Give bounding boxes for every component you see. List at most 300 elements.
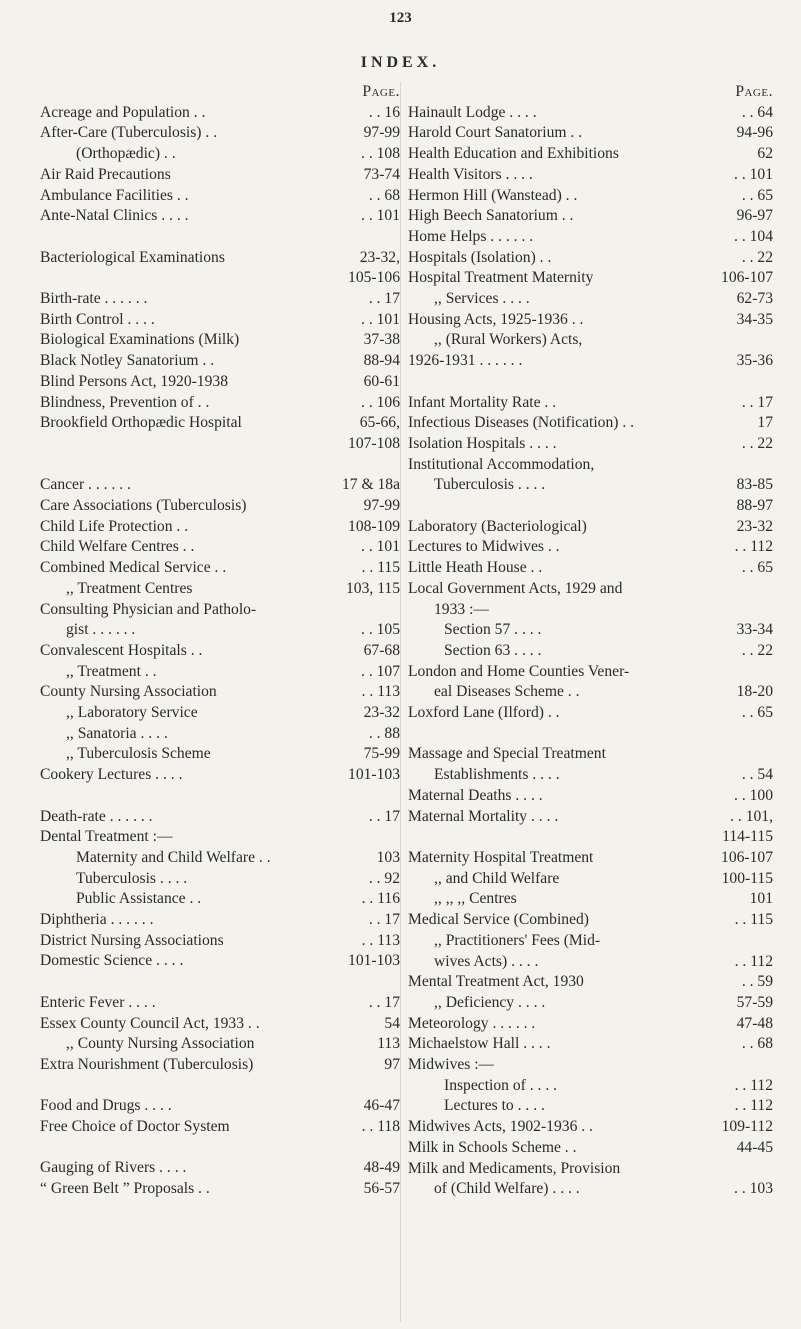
index-entry <box>40 807 400 828</box>
entry-pages: 107-108 <box>348 434 400 452</box>
entry-term: Birth Control . . . . <box>40 310 155 328</box>
left-index-column <box>40 82 400 1200</box>
entry-pages: 103, 115 <box>346 579 400 597</box>
entry-term: Infectious Diseases (Notification) . . <box>408 414 635 432</box>
entry-term: Maternal Mortality . . . . <box>408 807 559 825</box>
entry-term: Health Education and Exhibitions <box>408 145 619 163</box>
entry-term: ,, County Nursing Association <box>66 1035 255 1053</box>
entry-term: County Nursing Association <box>40 683 217 701</box>
index-entry <box>40 951 400 972</box>
entry-pages: . . 101 <box>361 538 400 556</box>
entry-term: Laboratory (Bacteriological) <box>408 517 587 535</box>
entry-pages: . . 115 <box>361 559 400 577</box>
entry-pages: 109-112 <box>721 1118 773 1136</box>
entry-pages: 48-49 <box>363 1159 400 1177</box>
entry-pages <box>769 1055 773 1076</box>
entry-pages: 88-94 <box>363 352 400 370</box>
entry-term: ,, Practitioners' Fees (Mid- <box>434 931 601 949</box>
entry-pages <box>769 931 773 952</box>
entry-term: Milk and Medicaments, Provision <box>408 1159 621 1177</box>
index-entry <box>40 682 400 703</box>
index-entry <box>408 682 773 703</box>
index-entry <box>40 579 400 600</box>
index-entry <box>40 1096 400 1117</box>
entry-pages: 33-34 <box>736 621 773 639</box>
entry-term: Infant Mortality Rate . . <box>408 393 557 411</box>
entry-pages: . . 17 <box>368 290 400 308</box>
entry-pages: 57-59 <box>736 993 773 1011</box>
index-entry <box>40 931 400 952</box>
entry-term: Cookery Lectures . . . . <box>40 766 183 784</box>
entry-term: of (Child Welfare) . . . . <box>434 1180 580 1198</box>
entry-term: Maternal Deaths . . . . <box>408 786 543 804</box>
entry-term: Lectures to . . . . <box>444 1097 545 1115</box>
index-entry <box>40 103 400 124</box>
index-entry <box>408 186 773 207</box>
entry-term: Enteric Fever . . . . <box>40 993 156 1011</box>
entry-pages: 103 <box>376 848 400 866</box>
entry-pages <box>769 1159 773 1180</box>
entry-term: Blind Persons Act, 1920-1938 <box>40 372 228 390</box>
index-entry <box>40 393 400 414</box>
index-entry <box>40 289 400 310</box>
entry-pages: 23-32 <box>363 704 400 722</box>
entry-pages: . . 113 <box>361 931 400 949</box>
entry-pages: 106-107 <box>721 848 773 866</box>
entry-pages: . . 68 <box>741 1035 773 1053</box>
index-entry <box>40 703 400 724</box>
entry-term: Hospitals (Isolation) . . <box>408 248 552 266</box>
entry-pages: . . 64 <box>741 103 773 121</box>
entry-term: Blindness, Prevention of . . <box>40 393 210 411</box>
index-entry <box>408 765 773 786</box>
entry-term: Essex County Council Act, 1933 . . <box>40 1014 260 1032</box>
entry-pages: 56-57 <box>363 1180 400 1198</box>
entry-pages: 23-32 <box>736 517 773 535</box>
entry-term: (Orthopædic) . . <box>76 145 176 163</box>
index-entry <box>408 620 773 641</box>
index-entry <box>408 165 773 186</box>
entry-pages: 101 <box>749 890 773 908</box>
index-entry <box>40 662 400 683</box>
entry-pages: . . 88 <box>368 724 400 742</box>
entry-pages: 108-109 <box>348 517 400 535</box>
entry-pages: . . 54 <box>741 766 773 784</box>
index-entry <box>40 496 400 517</box>
index-entry <box>408 869 773 890</box>
entry-term: Convalescent Hospitals . . <box>40 641 203 659</box>
entry-term: After-Care (Tuberculosis) . . <box>40 124 218 142</box>
entry-term: ,, ,, ,, Centres <box>434 890 517 908</box>
entry-pages: . . 100 <box>734 786 773 804</box>
entry-term: 1926-1931 . . . . . . <box>408 352 523 370</box>
left-page-header: Page. <box>362 83 400 100</box>
entry-pages: . . 108 <box>361 145 400 163</box>
entry-term: 1933 :— <box>434 600 490 618</box>
entry-term: Maternity Hospital Treatment <box>408 848 594 866</box>
entry-term: Mental Treatment Act, 1930 <box>408 973 584 991</box>
index-entry <box>408 848 773 869</box>
entry-pages: 65-66, <box>359 414 400 432</box>
index-entry <box>40 206 400 227</box>
index-entry <box>408 393 773 414</box>
index-entry <box>408 413 773 434</box>
entry-pages: . . 101, <box>730 807 773 825</box>
entry-term: Biological Examinations (Milk) <box>40 331 240 349</box>
index-entry <box>40 869 400 890</box>
entry-pages: . . 112 <box>734 538 773 556</box>
entry-pages: . . 107 <box>361 662 400 680</box>
index-entry <box>40 310 400 331</box>
entry-term: wives Acts) . . . . <box>434 952 539 970</box>
index-entry <box>408 1076 773 1097</box>
index-entry <box>40 372 400 393</box>
entry-spacer <box>40 1076 400 1097</box>
entry-pages: 54 <box>384 1014 400 1032</box>
entry-pages <box>769 455 773 476</box>
entry-spacer <box>40 455 400 476</box>
entry-pages <box>396 827 400 848</box>
index-entry <box>408 641 773 662</box>
entry-pages <box>769 600 773 621</box>
entry-pages: 23-32, <box>359 248 400 266</box>
entry-pages: . . 113 <box>361 683 400 701</box>
entry-pages: 34-35 <box>736 310 773 328</box>
index-entry <box>408 351 773 372</box>
entry-pages: 83-85 <box>736 476 773 494</box>
index-entry <box>40 144 400 165</box>
entry-spacer <box>40 227 400 248</box>
index-entry <box>408 144 773 165</box>
index-entry <box>40 827 400 848</box>
index-entry <box>408 662 773 683</box>
index-entry <box>40 600 400 621</box>
entry-pages: . . 115 <box>734 911 773 929</box>
entry-term: Ambulance Facilities . . <box>40 186 189 204</box>
entry-term: Loxford Lane (Ilford) . . <box>408 704 560 722</box>
entry-pages: . . 112 <box>734 1076 773 1094</box>
entry-pages: . . 101 <box>361 310 400 328</box>
entry-term: Inspection of . . . . <box>444 1076 558 1094</box>
index-entry <box>40 1034 400 1055</box>
index-entry <box>40 186 400 207</box>
index-entry <box>408 310 773 331</box>
entry-term: Midwives Acts, 1902-1936 . . <box>408 1118 593 1136</box>
entry-term: Tuberculosis . . . . <box>76 869 188 887</box>
entry-term: Child Life Protection . . <box>40 517 189 535</box>
index-entry <box>40 744 400 765</box>
entry-term: Air Raid Precautions <box>40 165 171 183</box>
entry-pages: 37-38 <box>363 331 400 349</box>
entry-term: Lectures to Midwives . . <box>408 538 560 556</box>
index-entry <box>408 1096 773 1117</box>
index-entry <box>408 123 773 144</box>
index-entry <box>408 910 773 931</box>
entry-term: Medical Service (Combined) <box>408 911 590 929</box>
index-entry <box>40 558 400 579</box>
index-entry <box>40 1014 400 1035</box>
entry-pages: 113 <box>377 1035 400 1053</box>
index-entry <box>408 517 773 538</box>
entry-pages: . . 112 <box>734 952 773 970</box>
entry-term: Birth-rate . . . . . . <box>40 290 148 308</box>
index-entry <box>408 227 773 248</box>
entry-term: Home Helps . . . . . . <box>408 227 534 245</box>
entry-pages: 114-115 <box>722 828 773 846</box>
entry-pages: 35-36 <box>736 352 773 370</box>
entry-term: High Beech Sanatorium . . <box>408 207 574 225</box>
entry-term: ,, and Child Welfare <box>434 869 560 887</box>
entry-term: Maternity and Child Welfare . . <box>76 848 271 866</box>
entry-pages: . . 22 <box>741 434 773 452</box>
index-entry <box>40 268 400 289</box>
entry-term: Extra Nourishment (Tuberculosis) <box>40 1055 254 1073</box>
entry-term: Health Visitors . . . . <box>408 165 533 183</box>
index-entry <box>40 517 400 538</box>
entry-term: Diphtheria . . . . . . <box>40 911 154 929</box>
entry-spacer <box>40 786 400 807</box>
index-entry <box>408 786 773 807</box>
entry-pages: 46-47 <box>363 1097 400 1115</box>
entry-pages: 97-99 <box>363 124 400 142</box>
entry-pages: . . 59 <box>741 973 773 991</box>
index-entry <box>408 1014 773 1035</box>
index-entry <box>408 206 773 227</box>
entry-pages: 62 <box>757 145 773 163</box>
index-entry <box>408 1034 773 1055</box>
index-entry <box>40 351 400 372</box>
entry-term: Midwives :— <box>408 1056 495 1074</box>
index-entry <box>408 703 773 724</box>
index-entry <box>408 475 773 496</box>
entry-term: ,, Laboratory Service <box>66 704 198 722</box>
entry-term: Establishments . . . . <box>434 766 560 784</box>
index-entry <box>40 1158 400 1179</box>
entry-term: Bacteriological Examinations <box>40 248 225 266</box>
index-entry <box>408 496 773 517</box>
index-entry <box>408 289 773 310</box>
entry-pages: . . 116 <box>361 890 400 908</box>
entry-pages: . . 105 <box>361 621 400 639</box>
entry-pages: 97-99 <box>363 497 400 515</box>
entry-term: ,, Sanatoria . . . . <box>66 724 168 742</box>
index-entry <box>40 123 400 144</box>
index-entry <box>40 537 400 558</box>
entry-term: Michaelstow Hall . . . . <box>408 1035 551 1053</box>
entry-pages: 60-61 <box>363 372 400 390</box>
entry-pages: . . 17 <box>368 911 400 929</box>
index-entry <box>40 848 400 869</box>
index-entry <box>408 248 773 269</box>
entry-pages: . . 17 <box>368 807 400 825</box>
entry-pages: 62-73 <box>736 290 773 308</box>
entry-pages: . . 112 <box>734 1097 773 1115</box>
entry-term: gist . . . . . . <box>66 621 136 639</box>
entry-term: Food and Drugs . . . . <box>40 1097 172 1115</box>
entry-term: Section 63 . . . . <box>444 641 542 659</box>
index-entry <box>408 268 773 289</box>
index-entry <box>408 972 773 993</box>
index-entry <box>408 993 773 1014</box>
entry-term: District Nursing Associations <box>40 931 224 949</box>
entry-term: Public Assistance . . <box>76 890 202 908</box>
entry-pages: . . 16 <box>368 103 400 121</box>
entry-pages: 105-106 <box>348 269 400 287</box>
index-entry <box>408 434 773 455</box>
index-entry <box>408 103 773 124</box>
entry-pages: . . 101 <box>361 207 400 225</box>
index-entry <box>408 827 773 848</box>
entry-term: ,, Tuberculosis Scheme <box>66 745 211 763</box>
index-entry <box>408 537 773 558</box>
entry-pages: . . 106 <box>361 393 400 411</box>
entry-term: Hospital Treatment Maternity <box>408 269 594 287</box>
index-entry <box>408 600 773 621</box>
entry-pages <box>769 330 773 351</box>
entry-pages: 75-99 <box>363 745 400 763</box>
entry-term: Milk in Schools Scheme . . <box>408 1138 577 1156</box>
entry-spacer <box>408 724 773 745</box>
entry-pages: 97 <box>384 1055 400 1073</box>
entry-term: ,, Treatment . . <box>66 662 157 680</box>
entry-pages <box>769 744 773 765</box>
entry-term: Free Choice of Doctor System <box>40 1118 230 1136</box>
index-entry <box>40 765 400 786</box>
entry-term: Domestic Science . . . . <box>40 952 184 970</box>
entry-term: Combined Medical Service . . <box>40 559 227 577</box>
index-entry <box>40 413 400 434</box>
entry-term: Meteorology . . . . . . <box>408 1014 536 1032</box>
entry-pages: . . 104 <box>734 227 773 245</box>
entry-pages: 96-97 <box>736 207 773 225</box>
index-entry <box>408 330 773 351</box>
index-entry <box>40 889 400 910</box>
index-entry <box>408 931 773 952</box>
index-entry <box>408 744 773 765</box>
entry-pages: . . 17 <box>368 993 400 1011</box>
entry-pages: . . 17 <box>741 393 773 411</box>
entry-pages <box>769 579 773 600</box>
entry-pages: 67-68 <box>363 641 400 659</box>
entry-term: Hainault Lodge . . . . <box>408 103 537 121</box>
entry-spacer <box>40 972 400 993</box>
index-entry <box>40 993 400 1014</box>
index-entry <box>408 579 773 600</box>
entry-term: Care Associations (Tuberculosis) <box>40 497 247 515</box>
entry-term: Brookfield Orthopædic Hospital <box>40 414 242 432</box>
entry-pages: 44-45 <box>736 1138 773 1156</box>
index-entry <box>408 455 773 476</box>
entry-term: Cancer . . . . . . <box>40 476 131 494</box>
entry-pages: 94-96 <box>736 124 773 142</box>
index-title: INDEX. <box>360 54 441 71</box>
entry-pages: 18-20 <box>736 683 773 701</box>
entry-term: Section 57 . . . . <box>444 621 542 639</box>
entry-term: Massage and Special Treatment <box>408 745 606 763</box>
entry-term: Black Notley Sanatorium . . <box>40 352 215 370</box>
index-entry <box>40 620 400 641</box>
entry-pages: . . 22 <box>741 641 773 659</box>
index-entry <box>40 1055 400 1076</box>
entry-pages: . . 68 <box>368 186 400 204</box>
index-entry <box>40 1117 400 1138</box>
entry-pages: . . 92 <box>368 869 400 887</box>
index-entry <box>408 1055 773 1076</box>
entry-pages: . . 65 <box>741 186 773 204</box>
entry-term: Consulting Physician and Patholo- <box>40 600 257 618</box>
entry-term: ,, Deficiency . . . . <box>434 993 546 1011</box>
entry-term: eal Diseases Scheme . . <box>434 683 580 701</box>
index-entry <box>40 724 400 745</box>
entry-term: London and Home Counties Vener- <box>408 662 630 680</box>
entry-term: Death-rate . . . . . . <box>40 807 153 825</box>
entry-term: Child Welfare Centres . . <box>40 538 195 556</box>
entry-term: Dental Treatment :— <box>40 828 173 846</box>
entry-term: Harold Court Sanatorium . . <box>408 124 583 142</box>
entry-spacer <box>40 1138 400 1159</box>
entry-spacer <box>408 372 773 393</box>
index-entry <box>40 641 400 662</box>
entry-pages: . . 101 <box>734 165 773 183</box>
index-entry <box>40 165 400 186</box>
index-entry <box>40 434 400 455</box>
index-entry <box>40 330 400 351</box>
entry-pages <box>396 600 400 621</box>
entry-pages: 101-103 <box>348 952 400 970</box>
entry-pages: 73-74 <box>363 165 400 183</box>
entry-pages <box>769 662 773 683</box>
index-entry <box>40 1179 400 1200</box>
page-number: 123 <box>389 10 412 26</box>
entry-pages: 100-115 <box>721 869 773 887</box>
index-entry <box>408 952 773 973</box>
index-entry <box>408 1179 773 1200</box>
index-entry <box>408 1138 773 1159</box>
entry-term: Gauging of Rivers . . . . <box>40 1159 187 1177</box>
index-entry <box>40 475 400 496</box>
entry-pages: . . 65 <box>741 559 773 577</box>
entry-term: Local Government Acts, 1929 and <box>408 579 623 597</box>
entry-pages: 17 & 18a <box>341 476 400 494</box>
entry-pages: 17 <box>757 414 773 432</box>
entry-term: Little Heath House . . <box>408 559 543 577</box>
index-entry <box>408 558 773 579</box>
index-entry <box>408 1159 773 1180</box>
entry-term: Hermon Hill (Wanstead) . . <box>408 186 578 204</box>
entry-pages: . . 118 <box>361 1118 400 1136</box>
entry-term: Isolation Hospitals . . . . <box>408 434 557 452</box>
entry-pages: . . 65 <box>741 704 773 722</box>
entry-pages: 101-103 <box>348 766 400 784</box>
entry-term: Acreage and Population . . <box>40 103 206 121</box>
entry-term: Tuberculosis . . . . <box>434 476 546 494</box>
entry-term: Housing Acts, 1925-1936 . . <box>408 310 584 328</box>
entry-pages: . . 103 <box>734 1180 773 1198</box>
entry-term: “ Green Belt ” Proposals . . <box>40 1180 210 1198</box>
index-entry <box>40 910 400 931</box>
entry-term: Ante-Natal Clinics . . . . <box>40 207 189 225</box>
entry-pages: 106-107 <box>721 269 773 287</box>
entry-term: ,, (Rural Workers) Acts, <box>434 331 583 349</box>
index-entry <box>408 889 773 910</box>
entry-term: ,, Services . . . . <box>434 290 530 308</box>
right-index-column <box>408 82 773 1200</box>
index-entry <box>408 807 773 828</box>
entry-term: Institutional Accommodation, <box>408 455 595 473</box>
entry-term: ,, Treatment Centres <box>66 579 193 597</box>
entry-pages: 47-48 <box>736 1014 773 1032</box>
index-entry <box>40 248 400 269</box>
